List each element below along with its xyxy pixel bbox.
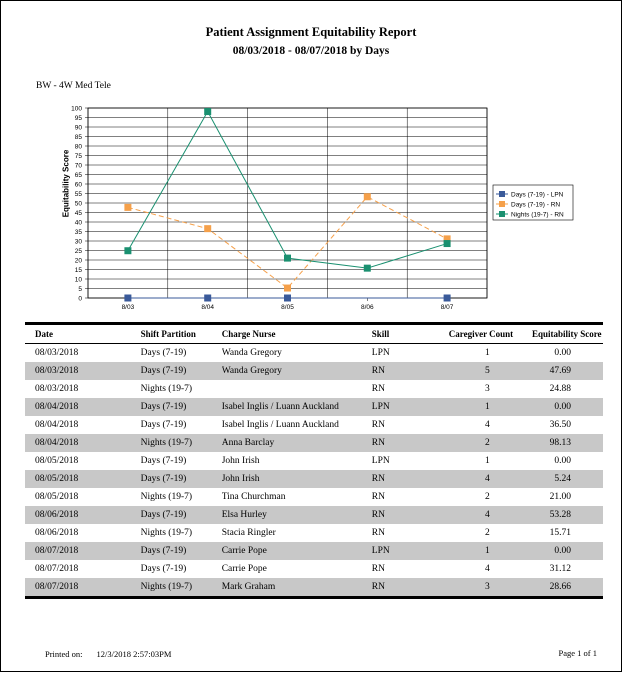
cell-charge-nurse: Carrie Pope: [222, 542, 372, 560]
cell-shift-partition: Days (7-19): [140, 456, 187, 466]
cell-caregiver-count: 1: [445, 398, 530, 416]
cell-date: 08/05/2018: [35, 456, 79, 466]
y-tick-label: 95: [74, 114, 82, 122]
table-row: [25, 362, 603, 380]
table-row: [25, 470, 603, 488]
y-tick-label: 15: [74, 266, 82, 274]
cell-equitability-score: 24.88: [549, 384, 571, 394]
table-row: [25, 452, 603, 470]
y-tick-label: 50: [74, 200, 82, 208]
x-tick-label: 8/05: [281, 304, 294, 311]
cell-equitability-score: 28.66: [530, 578, 603, 598]
cell-shift-partition: Days (7-19): [140, 348, 187, 358]
legend-entry-label: Days (7-19) - RN: [511, 201, 561, 209]
cell-charge-nurse: John Irish: [222, 470, 372, 488]
cell-skill: LPN: [372, 398, 445, 416]
printed-date: 12/3/2018: [96, 649, 132, 659]
y-tick-label: 60: [74, 181, 82, 189]
cell-date: 08/03/2018: [35, 348, 79, 358]
y-tick-label: 35: [74, 228, 82, 236]
cell-equitability-score: 47.69: [530, 362, 603, 380]
cell-caregiver-count: 3: [445, 578, 530, 598]
cell-skill: RN: [372, 470, 445, 488]
legend-marker: [499, 191, 505, 197]
cell-equitability-score: 31.12: [549, 564, 571, 574]
cell-charge-nurse: John Irish: [221, 456, 260, 466]
cell-caregiver-count: 2: [484, 492, 490, 502]
cell-skill: RN: [371, 420, 385, 430]
cell-caregiver-count: 1: [445, 542, 530, 560]
cell-date: 08/03/2018: [25, 362, 141, 380]
printed-label: Printed on:: [45, 649, 83, 659]
data-point-series-1: [284, 285, 291, 292]
cell-skill: RN: [372, 362, 445, 380]
y-tick-label: 20: [74, 257, 82, 265]
data-point-series-2: [124, 247, 131, 254]
cell-charge-nurse: Stacia Ringler: [221, 528, 276, 538]
cell-caregiver-count: 2: [484, 528, 490, 538]
cell-equitability-score: 98.13: [530, 434, 603, 452]
table-row: [25, 542, 603, 560]
cell-shift-partition: Days (7-19): [141, 542, 222, 560]
x-tick-label: 8/06: [360, 304, 374, 311]
cell-skill: RN: [371, 564, 385, 574]
cell-equitability-score: 15.71: [549, 528, 571, 538]
cell-date: 08/06/2018: [35, 528, 79, 538]
cell-caregiver-count: 1: [484, 456, 490, 466]
cell-charge-nurse: Isabel Inglis / Luann Auckland: [221, 420, 339, 430]
cell-skill: RN: [372, 506, 445, 524]
y-tick-label: 45: [74, 209, 82, 217]
table-row: [25, 578, 603, 598]
printed-on: [45, 649, 171, 659]
table-row: [25, 398, 603, 416]
legend-entry-label: Days (7-19) - LPN: [511, 191, 564, 199]
cell-caregiver-count: 3: [484, 384, 490, 394]
legend-marker: [499, 211, 505, 217]
cell-shift-partition: Days (7-19): [140, 564, 187, 574]
y-tick-label: 5: [78, 285, 82, 293]
cell-equitability-score: 0.00: [530, 398, 603, 416]
cell-caregiver-count: 4: [445, 470, 530, 488]
cell-equitability-score: 53.28: [530, 506, 603, 524]
data-point-series-0: [204, 295, 211, 302]
table-row: [25, 506, 603, 524]
data-point-series-0: [124, 295, 131, 302]
y-tick-label: 0: [78, 295, 82, 303]
cell-charge-nurse: Elsa Hurley: [222, 506, 372, 524]
cell-shift-partition: Days (7-19): [140, 420, 187, 430]
y-tick-label: 10: [74, 276, 82, 284]
y-tick-label: 85: [74, 133, 82, 141]
data-point-series-2: [284, 255, 291, 262]
data-point-series-1: [204, 225, 211, 232]
header-skill: Skill: [372, 324, 445, 344]
y-tick-label: 80: [74, 143, 82, 151]
data-point-series-1: [364, 193, 371, 200]
cell-equitability-score: 0.00: [530, 542, 603, 560]
cell-shift-partition: Nights (19-7): [140, 528, 193, 538]
cell-date: 08/05/2018: [25, 470, 141, 488]
header-date: Date: [25, 324, 141, 344]
cell-shift-partition: Days (7-19): [141, 362, 222, 380]
cell-shift-partition: Nights (19-7): [140, 492, 193, 502]
cell-charge-nurse: Carrie Pope: [221, 564, 267, 574]
cell-shift-partition: Days (7-19): [141, 398, 222, 416]
y-tick-label: 30: [74, 238, 82, 246]
page-number: Page 1 of 1: [558, 648, 597, 658]
table-row: [25, 560, 603, 578]
x-tick-label: 8/03: [121, 304, 135, 311]
cell-caregiver-count: 4: [484, 564, 490, 574]
header-caregiver-count: Caregiver Count: [445, 324, 530, 344]
cell-skill: RN: [371, 384, 385, 394]
cell-shift-partition: Days (7-19): [141, 470, 222, 488]
header-shift-partition: Shift Partition: [141, 324, 222, 344]
data-point-series-2: [364, 265, 371, 272]
cell-caregiver-count: 4: [484, 420, 490, 430]
cell-equitability-score: 36.50: [549, 420, 571, 430]
cell-shift-partition: Nights (19-7): [141, 578, 222, 598]
table-row: [25, 488, 603, 506]
cell-charge-nurse: Tina Churchman: [221, 492, 286, 502]
unit-name: BW - 4W Med Tele: [36, 81, 111, 91]
assignment-table: [25, 322, 603, 599]
cell-shift-partition: Nights (19-7): [141, 434, 222, 452]
cell-skill: RN: [371, 528, 385, 538]
y-tick-label: 70: [74, 162, 82, 170]
cell-caregiver-count: 2: [445, 434, 530, 452]
y-tick-label: 65: [74, 171, 82, 179]
data-point-series-0: [444, 295, 451, 302]
chart-y-axis-label: Equitability Score: [61, 149, 71, 218]
y-tick-label: 90: [74, 124, 82, 132]
header-charge-nurse: Charge Nurse: [222, 324, 372, 344]
cell-equitability-score: 21.00: [549, 492, 571, 502]
data-point-series-0: [284, 295, 291, 302]
data-point-series-2: [444, 240, 451, 247]
cell-skill: RN: [372, 434, 445, 452]
cell-skill: RN: [371, 492, 385, 502]
cell-date: 08/03/2018: [35, 384, 79, 394]
cell-date: 08/07/2018: [35, 564, 79, 574]
cell-charge-nurse: Anna Barclay: [222, 434, 372, 452]
cell-equitability-score: 0.00: [554, 348, 571, 358]
report-title: Patient Assignment Equitability Report: [205, 25, 417, 39]
cell-caregiver-count: 1: [484, 348, 490, 358]
cell-charge-nurse: Wanda Gregory: [221, 348, 282, 358]
data-point-series-1: [124, 204, 131, 211]
equitability-line-chart: [1, 1, 623, 321]
y-tick-label: 75: [74, 152, 82, 160]
cell-caregiver-count: 4: [445, 506, 530, 524]
legend-marker: [499, 201, 505, 207]
cell-skill: LPN: [371, 456, 390, 466]
y-tick-label: 100: [71, 105, 82, 113]
cell-skill: RN: [372, 578, 445, 598]
cell-equitability-score: 5.24: [530, 470, 603, 488]
header-equitability-score: Equitability Score: [530, 324, 603, 344]
printed-time: 2:57:03PM: [133, 649, 172, 659]
report-subtitle: 08/03/2018 - 08/07/2018 by Days: [232, 45, 390, 57]
x-tick-label: 8/04: [201, 304, 215, 311]
cell-date: 08/06/2018: [25, 506, 141, 524]
cell-skill: LPN: [371, 348, 390, 358]
table-row: [25, 380, 603, 398]
cell-skill: LPN: [372, 542, 445, 560]
y-tick-label: 40: [74, 219, 82, 227]
cell-charge-nurse: Wanda Gregory: [222, 362, 372, 380]
cell-date: 08/07/2018: [25, 578, 141, 598]
cell-equitability-score: 0.00: [554, 456, 571, 466]
cell-shift-partition: Nights (19-7): [140, 384, 193, 394]
table-row: [25, 434, 603, 452]
cell-date: 08/04/2018: [25, 398, 141, 416]
x-tick-label: 8/07: [440, 304, 454, 311]
y-tick-label: 25: [74, 247, 82, 255]
cell-date: 08/05/2018: [35, 492, 79, 502]
table-header-row: [25, 324, 603, 344]
table-row: [25, 344, 603, 363]
cell-charge-nurse: [222, 380, 372, 398]
cell-date: 08/04/2018: [25, 434, 141, 452]
y-tick-label: 55: [74, 190, 82, 198]
cell-date: 08/04/2018: [35, 420, 79, 430]
table-row: [25, 416, 603, 434]
table-row: [25, 524, 603, 542]
cell-charge-nurse: Isabel Inglis / Luann Auckland: [222, 398, 372, 416]
cell-caregiver-count: 5: [445, 362, 530, 380]
cell-charge-nurse: Mark Graham: [222, 578, 372, 598]
cell-date: 08/07/2018: [25, 542, 141, 560]
cell-shift-partition: Days (7-19): [141, 506, 222, 524]
legend-entry-label: Nights (19-7) - RN: [511, 211, 564, 219]
data-point-series-2: [204, 108, 211, 115]
